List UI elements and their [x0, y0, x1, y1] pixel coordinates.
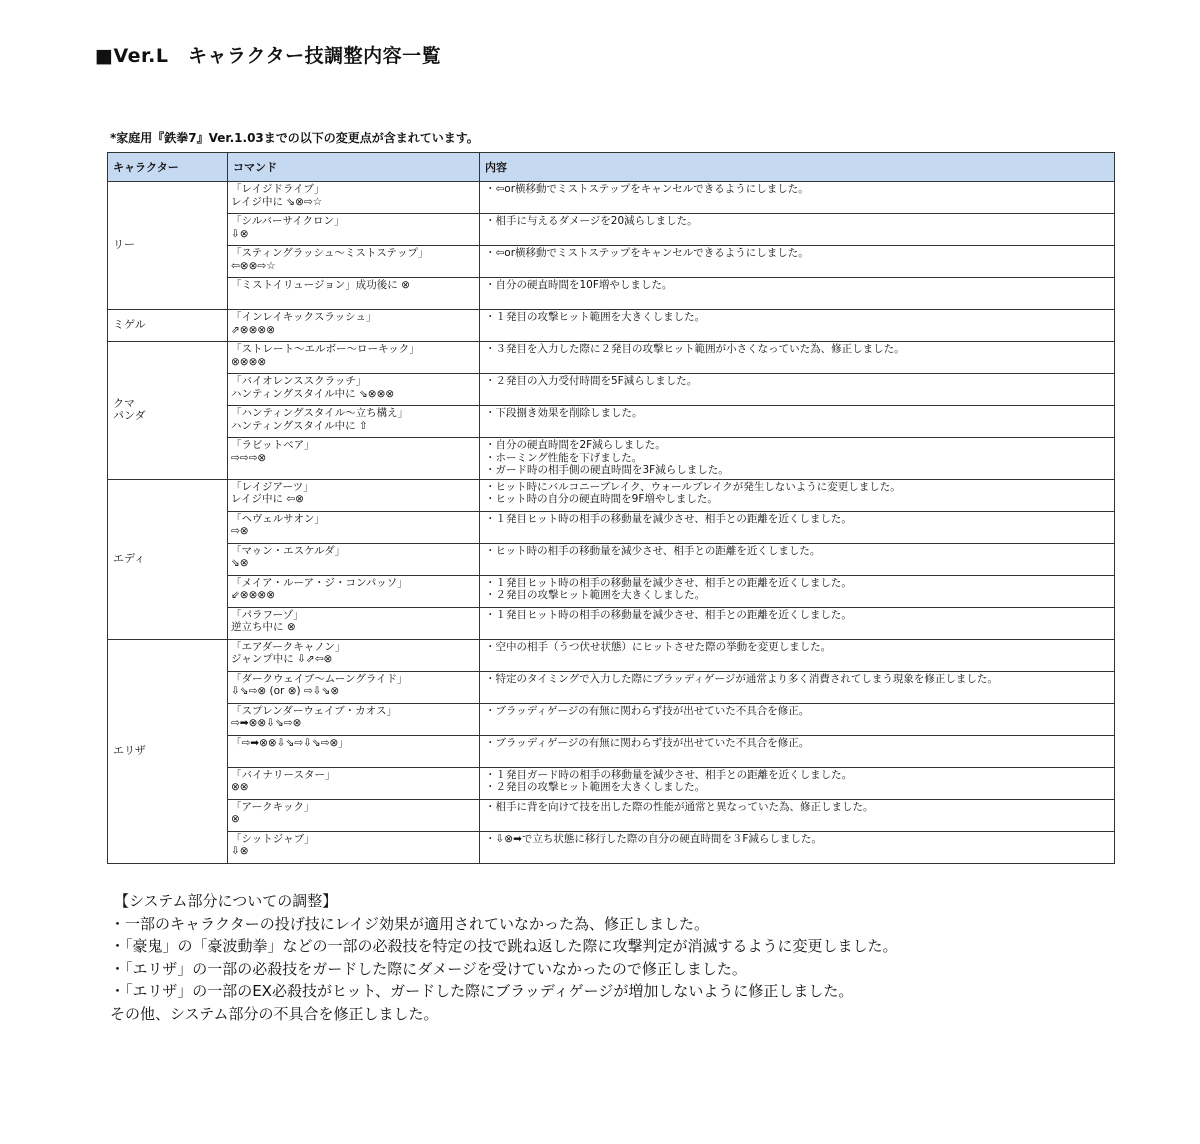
content-line: ・⇦or横移動でミストステップをキャンセルできるようにしました。	[485, 247, 809, 259]
command-cell	[228, 214, 480, 246]
command-line: 「レイジアーツ」	[231, 480, 314, 493]
command-line: 「エアダークキャノン」	[231, 640, 346, 653]
content-line: ・⇩⊗➡で立ち状態に移行した際の自分の硬直時間を３F減らしました。	[485, 832, 822, 845]
command-line: ⇨➡⊗⊗⇩⇘⇨⊗	[231, 717, 302, 729]
command-line: 「ヘヴェルサオン」	[231, 512, 325, 525]
content-line: ・ヒット時の自分の硬直時間を9F増やしました。	[485, 493, 718, 505]
command-cell	[228, 703, 480, 735]
command-line: 「レイジドライブ」	[231, 183, 325, 195]
table-row	[108, 278, 1115, 310]
content-cell	[480, 278, 1115, 310]
command-line: 「マゥン・エスケルダ」	[231, 544, 346, 557]
table-row	[108, 767, 1115, 799]
table-row	[108, 374, 1115, 406]
command-line: 「アークキック」	[231, 800, 315, 813]
content-line: ・１発目ヒット時の相手の移動量を減少させ、相手との距離を近くしました。	[485, 512, 852, 525]
content-cell	[480, 639, 1115, 671]
system-line: その他、システム部分の不具合を修正しました。	[110, 1004, 439, 1023]
command-line: ⇨⇨⇨⊗	[231, 451, 267, 464]
content-line: ・２発目の攻撃ヒット範囲を大きくしました。	[485, 781, 706, 793]
command-cell	[228, 607, 480, 639]
system-line: ・「エリザ」の一部のEX必殺技がヒット、ガードした際にブラッディゲージが増加しないように修正しました。	[110, 982, 854, 1001]
table-row	[108, 182, 1115, 214]
content-line: ・１発目の攻撃ヒット範囲を大きくしました。	[485, 311, 706, 323]
table-row	[108, 799, 1115, 831]
command-line: ⇩⇘⇨⊗ (or ⊗) ⇨⇩⇘⊗	[231, 685, 340, 697]
command-line: 「シルバーサイクロン」	[231, 215, 345, 227]
command-line: 「ラビットベア」	[231, 439, 315, 451]
command-line: ⇗⊗⊗⊗⊗	[231, 323, 275, 336]
content-cell	[480, 831, 1115, 863]
command-cell	[228, 342, 480, 374]
content-cell	[480, 543, 1115, 575]
command-line: ⊗⊗	[231, 781, 249, 793]
content-cell	[480, 342, 1115, 374]
table-row	[108, 831, 1115, 863]
command-line: ⇦⊗⊗⇨☆	[231, 259, 276, 272]
command-line: 「バイオレンススクラッチ」	[231, 375, 367, 387]
command-cell	[228, 639, 480, 671]
system-line: ・「エリザ」の一部の必殺技をガードした際にダメージを受けていなかったので修正しました。	[110, 959, 747, 978]
table-row	[108, 703, 1115, 735]
content-cell	[480, 511, 1115, 543]
page-title: ■Ver.L キャラクター技調整内容一覧	[95, 45, 442, 67]
content-line: ・自分の硬直時間を10F増やしました。	[485, 279, 673, 291]
content-line: ・ブラッディゲージの有無に関わらず技が出せていた不具合を修正。	[485, 704, 810, 717]
table-row	[108, 214, 1115, 246]
content-line: ・１発目ヒット時の相手の移動量を減少させ、相手との距離を近くしました。	[485, 576, 852, 589]
command-cell	[228, 671, 480, 703]
command-cell	[228, 246, 480, 278]
system-line: ・「豪鬼」の「豪波動拳」などの一部の必殺技を特定の技で跳ね返した際に攻撃判定が消滅するように変更しました。	[110, 937, 898, 956]
command-cell	[228, 438, 480, 480]
command-cell	[228, 278, 480, 310]
table-row	[108, 511, 1115, 543]
command-line: ハンティングスタイル中に ⇧	[231, 419, 368, 432]
content-cell	[480, 438, 1115, 480]
content-line: ・ホーミング性能を下げました。	[485, 451, 643, 464]
content-line: ・ヒット時にバルコニーブレイク、ウォールブレイクが発生しないように変更しました。	[485, 480, 901, 493]
command-line: ⇩⊗	[231, 845, 249, 857]
content-cell	[480, 575, 1115, 607]
command-line: レイジ中に ⇦⊗	[231, 493, 304, 505]
table-body	[108, 182, 1115, 864]
content-cell	[480, 214, 1115, 246]
system-adjustments	[110, 890, 898, 1026]
table-row	[108, 607, 1115, 639]
command-line: 「ダークウェイブ～ムーングライド」	[231, 672, 408, 685]
content-cell	[480, 607, 1115, 639]
header-character: キャラクター	[108, 153, 228, 182]
command-line: ⇘⊗	[231, 557, 249, 569]
command-cell	[228, 799, 480, 831]
command-cell	[228, 575, 480, 607]
command-line: 「メイア・ルーア・ジ・コンパッソ」	[231, 576, 408, 589]
character-cell: ミゲル	[108, 310, 228, 342]
content-line: ・相手に背を向けて技を出した際の性能が通常と異なっていた為、修正しました。	[485, 800, 874, 813]
adjustment-table	[107, 152, 1115, 864]
content-line: ・３発目を入力した際に２発目の攻撃ヒット範囲が小さくなっていた為、修正しました。	[485, 343, 905, 355]
table-row	[108, 479, 1115, 511]
command-line: レイジ中に ⇘⊗⇨☆	[231, 195, 323, 208]
command-line: 「⇨➡⊗⊗⇩⇘⇨⇩⇘⇨⊗」	[231, 736, 349, 749]
content-cell	[480, 767, 1115, 799]
content-line: ・相手に与えるダメージを20減らしました。	[485, 215, 698, 227]
system-heading: 【システム部分についての調整】	[114, 892, 338, 910]
command-line: 「ハンティングスタイル～立ち構え」	[231, 407, 409, 419]
command-line: ⇙⊗⊗⊗⊗	[231, 589, 275, 601]
command-line: ⇩⊗	[231, 227, 249, 240]
table-row	[108, 639, 1115, 671]
content-line: ・特定のタイミングで入力した際にブラッディゲージが通常より多く消費されてしまう現象を修正しました。	[485, 672, 998, 685]
table-row	[108, 310, 1115, 342]
content-line: ・２発目の入力受付時間を5F減らしました。	[485, 375, 698, 387]
content-cell	[480, 735, 1115, 767]
content-cell	[480, 310, 1115, 342]
command-line: ⊗⊗⊗⊗	[231, 355, 267, 368]
header-command: コマンド	[228, 153, 480, 182]
system-line: ・一部のキャラクターの投げ技にレイジ効果が適用されていなかった為、修正しました。	[110, 914, 709, 933]
table-row	[108, 671, 1115, 703]
table-row	[108, 575, 1115, 607]
content-cell	[480, 799, 1115, 831]
table-row	[108, 543, 1115, 575]
command-line: 逆立ち中に ⊗	[231, 621, 296, 633]
content-line: ・ガード時の相手側の硬直時間を3F減らしました。	[485, 464, 729, 476]
content-line: ・下段捌き効果を削除しました。	[485, 407, 643, 419]
command-cell	[228, 310, 480, 342]
command-cell	[228, 543, 480, 575]
content-line: ・２発目の攻撃ヒット範囲を大きくしました。	[485, 589, 706, 601]
command-line: ハンティングスタイル中に ⇘⊗⊗⊗	[231, 387, 395, 400]
command-line: 「スティングラッシュ～ミストステップ」	[231, 247, 429, 259]
command-cell	[228, 182, 480, 214]
table-row	[108, 406, 1115, 438]
table-row	[108, 438, 1115, 480]
content-cell	[480, 406, 1115, 438]
content-cell	[480, 246, 1115, 278]
command-line: 「ミストイリュージョン」成功後に ⊗	[231, 279, 410, 291]
command-line: ジャンプ中に ⇩⇗⇦⊗	[231, 653, 333, 665]
content-line: ・空中の相手（うつ伏せ状態）にヒットさせた際の挙動を変更しました。	[485, 640, 832, 653]
command-cell	[228, 767, 480, 799]
command-cell	[228, 511, 480, 543]
command-cell	[228, 406, 480, 438]
command-line: 「スプレンダーウェイブ・カオス」	[231, 704, 398, 717]
content-line: ・⇦or横移動でミストステップをキャンセルできるようにしました。	[485, 183, 809, 195]
content-line: ・自分の硬直時間を2F減らしました。	[485, 439, 666, 451]
command-line: ⊗	[231, 813, 240, 825]
content-line: ・１発目ヒット時の相手の移動量を減少させ、相手との距離を近くしました。	[485, 608, 852, 621]
scope-note: *家庭用『鉄拳7』Ver.1.03までの以下の変更点が含まれています。	[110, 131, 479, 145]
content-cell	[480, 374, 1115, 406]
character-cell: リー	[108, 182, 228, 310]
content-line: ・ブラッディゲージの有無に関わらず技が出せていた不具合を修正。	[485, 736, 810, 749]
table-row	[108, 735, 1115, 767]
content-line: ・１発目ガード時の相手の移動量を減少させ、相手との距離を近くしました。	[485, 768, 853, 781]
content-cell	[480, 703, 1115, 735]
content-cell	[480, 182, 1115, 214]
command-line: 「バイナリースター」	[231, 768, 336, 781]
command-line: 「ストレート～エルボー～ローキック」	[231, 343, 420, 355]
command-line: 「インレイキックスラッシュ」	[231, 311, 377, 323]
command-cell	[228, 374, 480, 406]
command-cell	[228, 831, 480, 863]
command-cell	[228, 479, 480, 511]
character-cell: クマ パンダ	[108, 342, 228, 480]
table-row	[108, 342, 1115, 374]
content-cell	[480, 479, 1115, 511]
content-line: ・ヒット時の相手の移動量を減少させ、相手との距離を近くしました。	[485, 544, 821, 557]
command-line: 「シットジャブ」	[231, 832, 315, 845]
character-cell: エディ	[108, 479, 228, 639]
character-cell: エリザ	[108, 639, 228, 863]
command-line: ⇨⊗	[231, 525, 249, 537]
command-cell	[228, 735, 480, 767]
header-content: 内容	[480, 153, 1115, 182]
command-line: 「パラフーゾ」	[231, 608, 304, 621]
table-header-row	[108, 153, 1115, 182]
content-cell	[480, 671, 1115, 703]
table-row	[108, 246, 1115, 278]
